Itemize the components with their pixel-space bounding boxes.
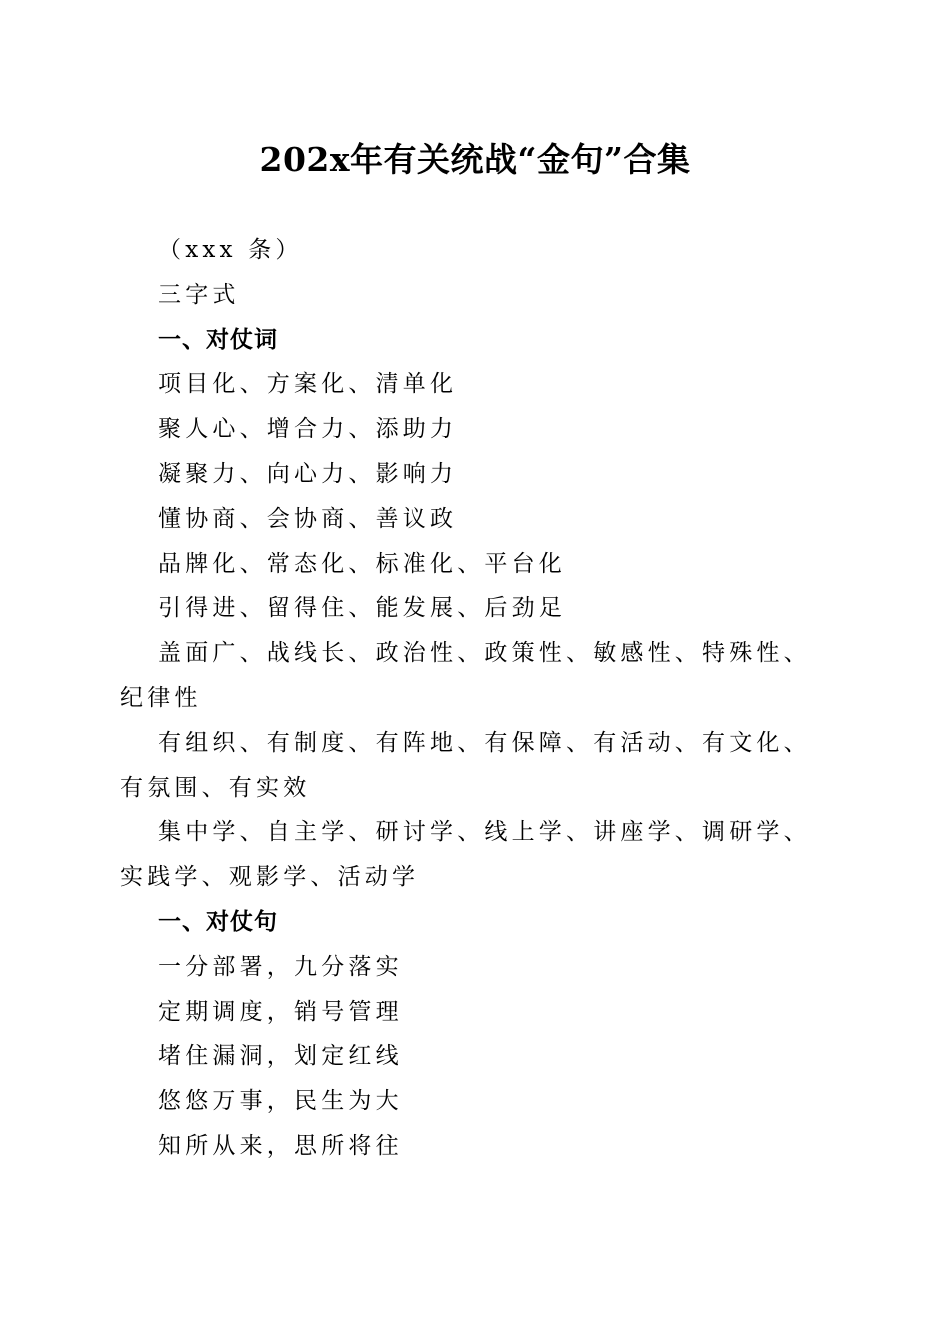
paragraph-count-note: （xxx 条） xyxy=(158,237,303,263)
section-heading-words: 一、对仗词 xyxy=(158,326,278,353)
paragraph-item: 凝聚力、向心力、影响力 xyxy=(158,460,458,487)
paragraph-item: 悠悠万事，民生为大 xyxy=(158,1088,403,1115)
paragraph-item: 盖面广、战线长、政治性、政策性、敏感性、特殊性、纪律性 xyxy=(120,640,811,711)
paragraph-item: 堵住漏洞，划定红线 xyxy=(158,1043,403,1070)
paragraph-item: 有组织、有制度、有阵地、有保障、有活动、有文化、有氛围、有实效 xyxy=(120,729,811,801)
paragraph-item: 一分部署，九分落实 xyxy=(158,953,403,980)
paragraph-item: 品牌化、常态化、标准化、平台化 xyxy=(158,550,566,577)
section-heading-sentences: 一、对仗句 xyxy=(158,908,278,935)
paragraph-item: 引得进、留得住、能发展、后劲足 xyxy=(158,595,566,622)
paragraph-item: 集中学、自主学、研讨学、线上学、讲座学、调研学、实践学、观影学、活动学 xyxy=(120,819,811,891)
paragraph-section-label: 三字式 xyxy=(158,281,240,308)
paragraph-item: 项目化、方案化、清单化 xyxy=(158,371,458,398)
paragraph-item: 知所从来，思所将往 xyxy=(158,1132,403,1159)
paragraph-item: 懂协商、会协商、善议政 xyxy=(158,505,458,532)
paragraph-item: 聚人心、增合力、添助力 xyxy=(158,416,458,443)
document-body xyxy=(120,228,824,1169)
document-title: 202x年有关统战“金句”合集 xyxy=(259,140,691,179)
paragraph-item: 定期调度，销号管理 xyxy=(158,998,403,1025)
